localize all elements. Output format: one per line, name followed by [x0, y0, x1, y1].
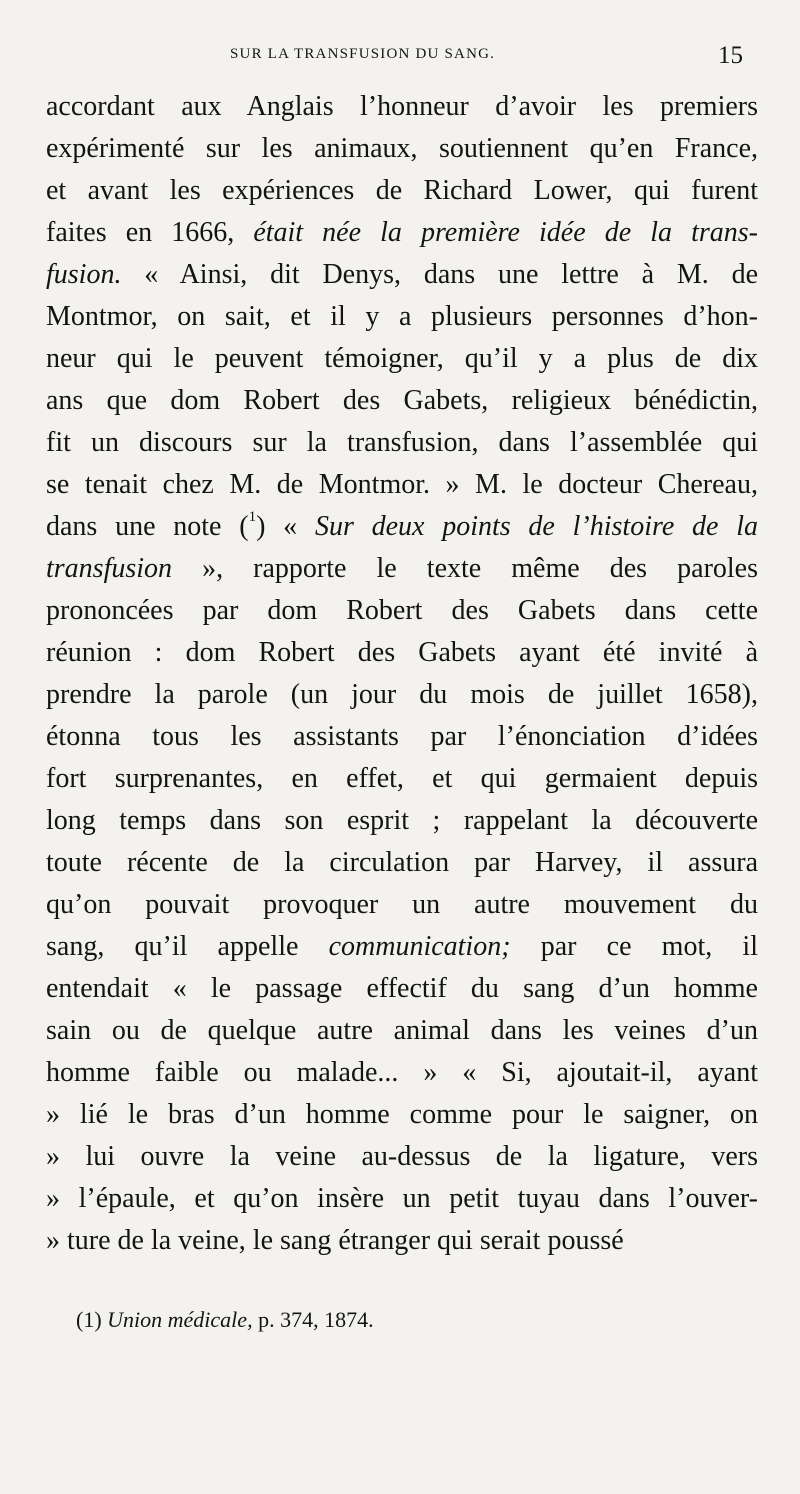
text-segment: fort surprenantes, en effet, et qui germaient depuis — [46, 763, 758, 794]
text-line — [46, 170, 758, 212]
text-segment: par ce mot, il — [510, 931, 758, 962]
text-line — [46, 380, 758, 422]
text-segment: étonna tous les assistants par l’énonciation d’idées — [46, 721, 758, 752]
text-segment: prononcées par dom Robert des Gabets dans cette — [46, 595, 758, 626]
text-line — [46, 758, 758, 800]
text-line — [46, 86, 758, 128]
text-segment: prendre la parole (un jour du mois de juillet 1658), — [46, 679, 758, 710]
text-line — [46, 716, 758, 758]
text-line — [46, 590, 758, 632]
text-line — [46, 548, 758, 590]
text-line — [46, 422, 758, 464]
text-segment: et avant les expériences de Richard Lower, qui furent — [46, 175, 758, 206]
text-segment: homme faible ou malade... » « Si, ajoutait-il, ayant — [46, 1057, 758, 1088]
text-segment: Montmor, on sait, et il y a plusieurs personnes d’hon- — [46, 301, 758, 332]
text-segment: entendait « le passage effectif du sang d’un homme — [46, 973, 758, 1004]
page-number: 15 — [718, 42, 743, 69]
text-segment: « Ainsi, dit Denys, dans une lettre à M. de — [121, 259, 758, 290]
text-segment: » lui ouvre la veine au-dessus de la ligature, vers — [46, 1141, 758, 1172]
text-segment: ) « — [256, 511, 315, 542]
footnote — [76, 1303, 374, 1337]
footnote-marker: (1) — [76, 1307, 102, 1332]
text-segment: » l’épaule, et qu’on insère un petit tuyau dans l’ouver- — [46, 1183, 758, 1214]
footnote-ref: 1 — [248, 509, 257, 525]
running-title: SUR LA TRANSFUSION DU SANG. — [230, 46, 496, 62]
text-segment: sang, qu’il appelle — [46, 931, 329, 962]
text-line — [46, 884, 758, 926]
text-line — [46, 926, 758, 968]
text-segment: », rapporte le texte même des paroles — [172, 553, 758, 584]
text-line — [46, 464, 758, 506]
text-line — [46, 1136, 758, 1178]
text-segment: réunion : dom Robert des Gabets ayant été invité à — [46, 637, 758, 668]
text-segment: » lié le bras d’un homme comme pour le saigner, on — [46, 1099, 758, 1130]
footnote-source: Union médicale, — [107, 1307, 253, 1332]
text-line — [46, 1178, 758, 1220]
text-segment: communication; — [328, 931, 511, 962]
text-segment: ans que dom Robert des Gabets, religieux bénédictin, — [46, 385, 758, 416]
text-segment: dans une note ( — [46, 511, 249, 542]
text-segment: faites en 1666, — [46, 217, 254, 248]
text-segment: transfusion — [46, 553, 173, 584]
text-segment: Sur deux points de l’histoire de la — [314, 511, 758, 542]
text-segment: accordant aux Anglais l’honneur d’avoir les premiers — [46, 91, 758, 122]
text-segment: expérimenté sur les animaux, soutiennent qu’en France, — [46, 133, 758, 164]
text-segment: fit un discours sur la transfusion, dans l’assemblée qui — [46, 427, 758, 458]
text-line — [46, 800, 758, 842]
text-line — [46, 338, 758, 380]
text-segment: qu’on pouvait provoquer un autre mouvement du — [46, 889, 758, 920]
page-header — [0, 42, 800, 72]
footnote-reference: p. 374, 1874. — [252, 1307, 374, 1332]
text-segment: » ture de la veine, le sang étranger qui serait poussé — [46, 1225, 624, 1256]
text-line — [46, 296, 758, 338]
text-segment: se tenait chez M. de Montmor. » M. le docteur Chereau, — [46, 469, 758, 500]
text-line — [46, 632, 758, 674]
text-line — [46, 1220, 758, 1262]
text-line — [46, 128, 758, 170]
text-line — [46, 1052, 758, 1094]
text-segment: fusion. — [46, 259, 122, 290]
text-line — [46, 674, 758, 716]
text-segment: sain ou de quelque autre animal dans les veines d’un — [46, 1015, 758, 1046]
text-segment: toute récente de la circulation par Harvey, il assura — [46, 847, 758, 878]
text-line — [46, 212, 758, 254]
text-line — [46, 842, 758, 884]
text-segment: long temps dans son esprit ; rappelant la découverte — [46, 805, 758, 836]
text-segment: neur qui le peuvent témoigner, qu’il y a plus de dix — [46, 343, 758, 374]
main-text — [46, 86, 758, 1262]
text-line — [46, 968, 758, 1010]
text-segment: était née la première idée de la trans- — [253, 217, 759, 248]
text-line — [46, 506, 758, 548]
text-line — [46, 254, 758, 296]
text-line — [46, 1010, 758, 1052]
text-line — [46, 1094, 758, 1136]
